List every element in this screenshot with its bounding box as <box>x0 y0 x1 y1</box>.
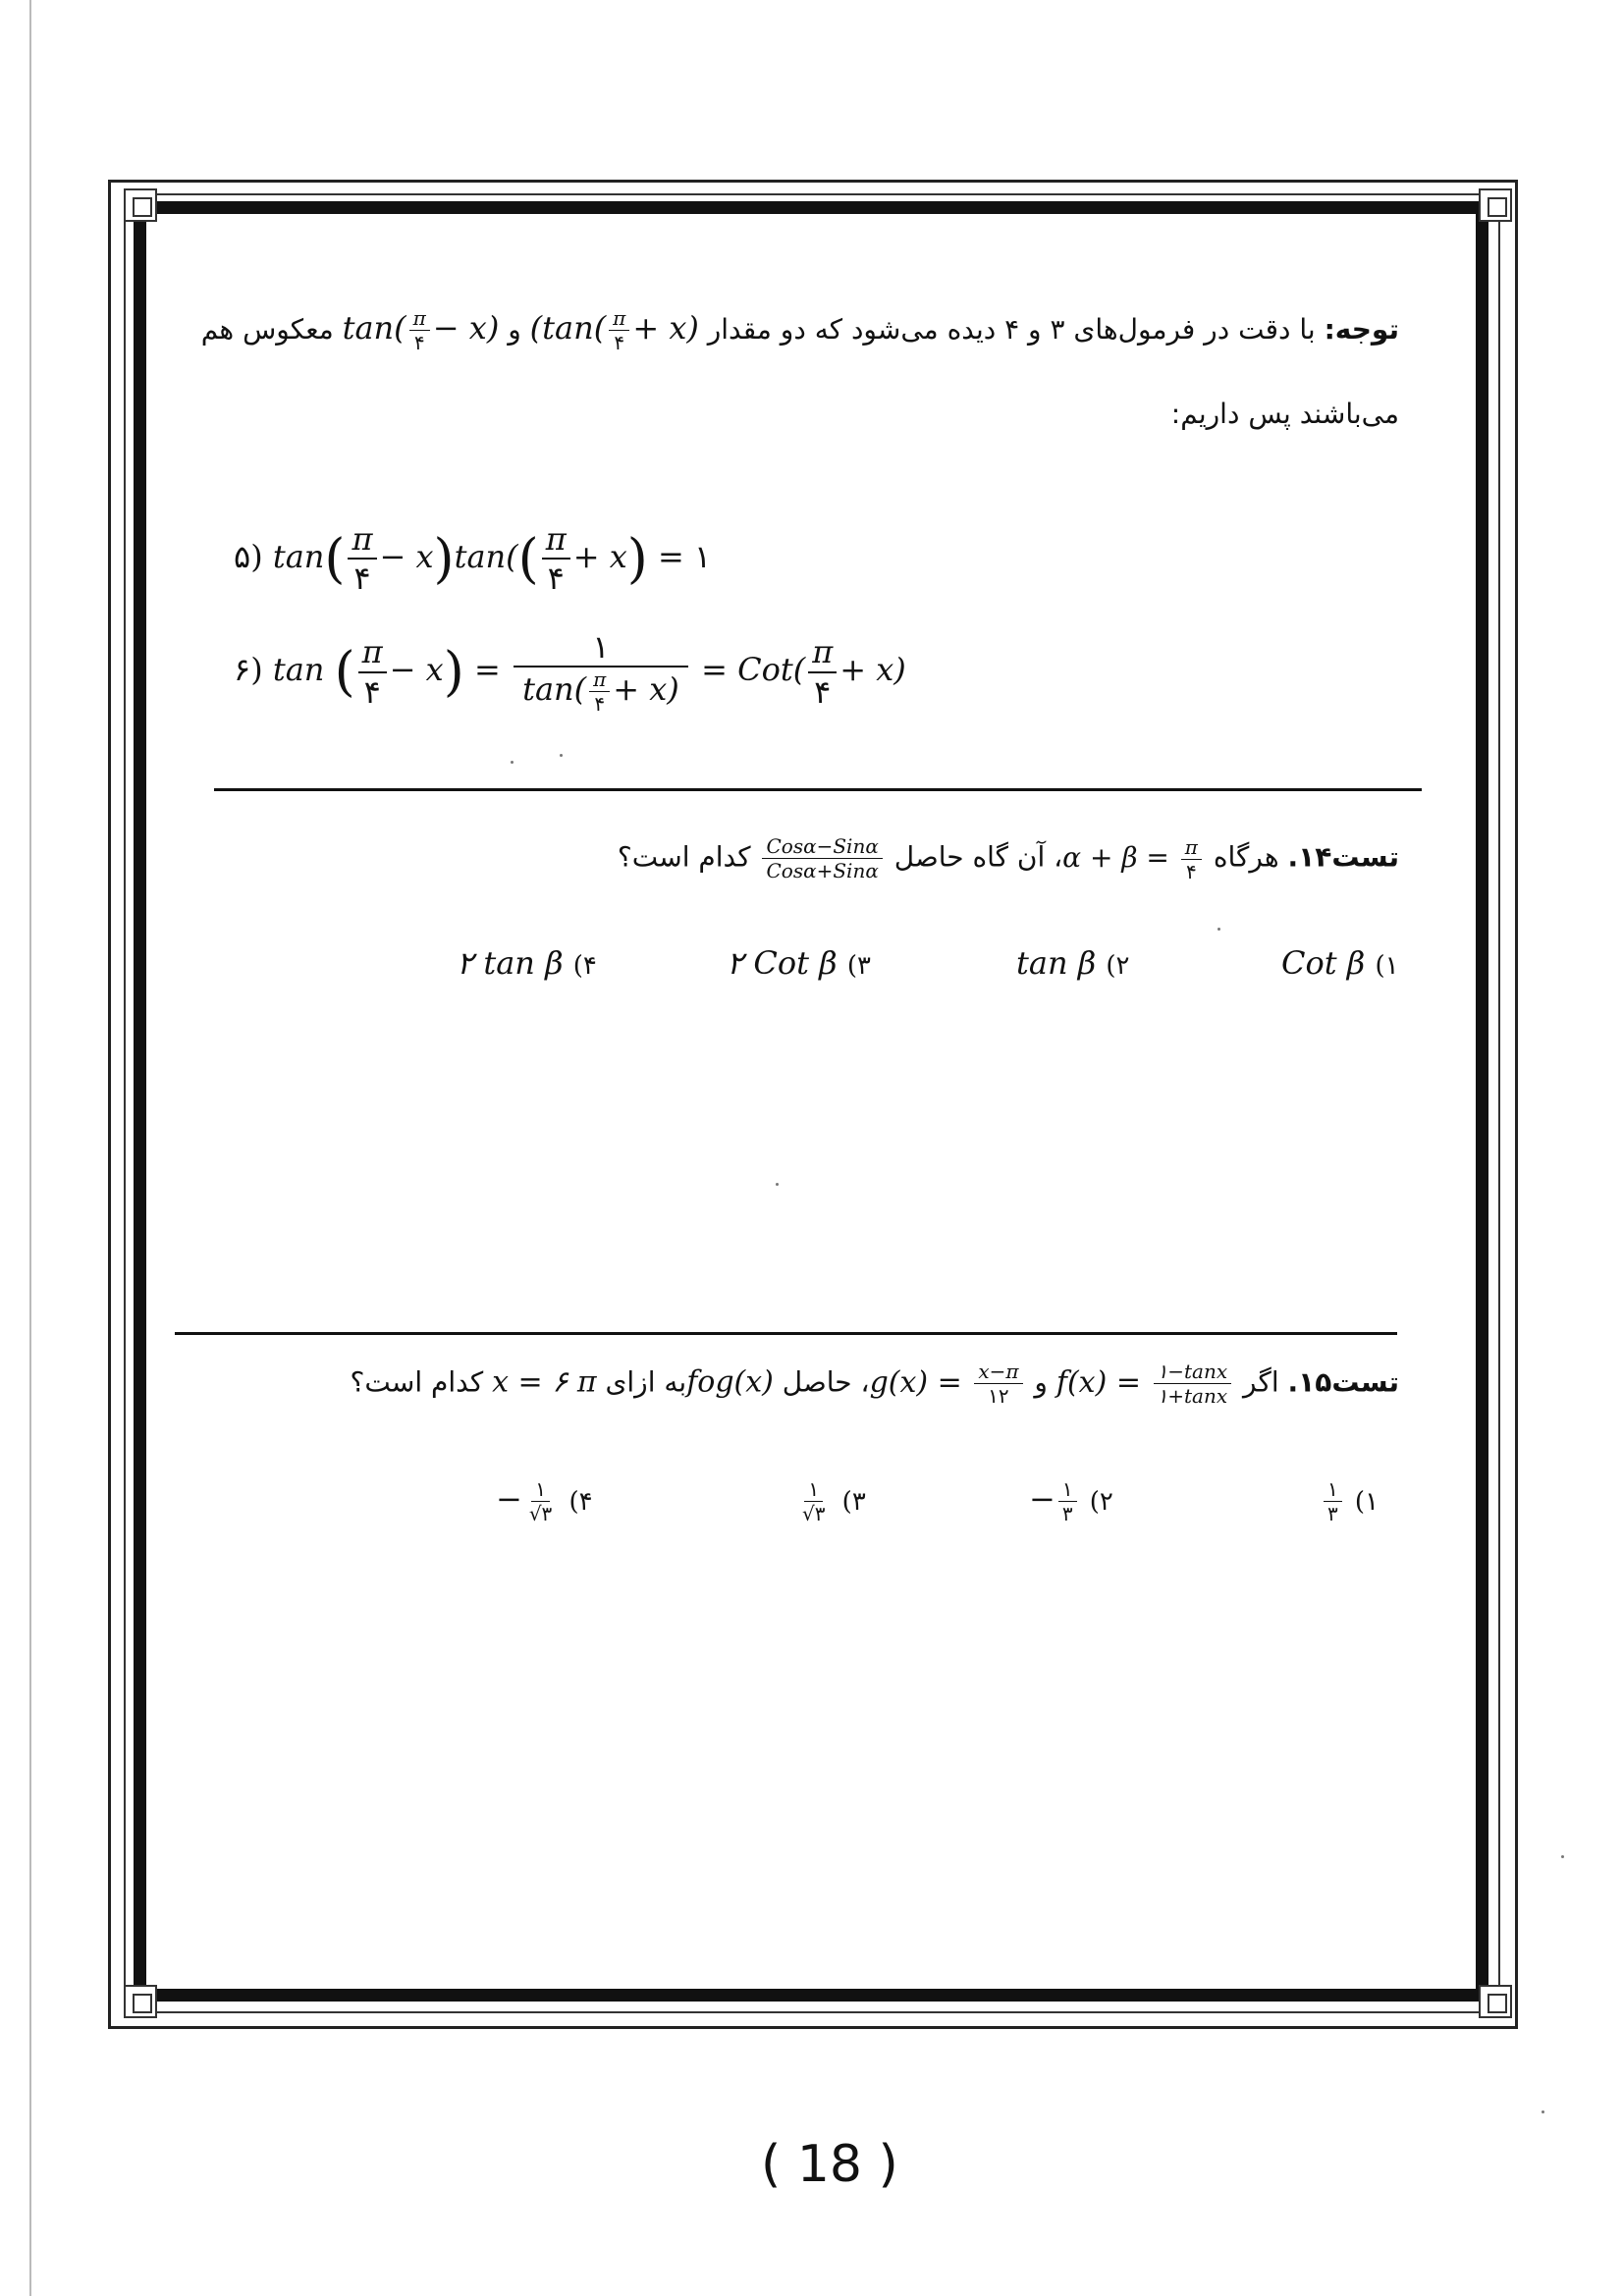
test14-condition: α + β = $\frac{\pi}{۴}$ <box>1062 841 1205 874</box>
test14-question: تست۱۴. هرگاه α + β = $\frac{\pi}{۴}$ ، آن گاه حاصل $\frac{\text{Cosα−Sinα}}{\text{Cosα+Sinα}}$ کدام است؟ <box>617 834 1399 883</box>
test14-fraction: $\frac{\text{Cosα−Sinα}}{\text{Cosα+Sinα}}$ <box>762 834 882 882</box>
test15-f-definition: f(x) = $\frac{۱-\tan x}{۱+\tan x}$ <box>1056 1365 1234 1400</box>
frame-corner-ornament <box>1479 1985 1512 2018</box>
page-number: ( 18 ) <box>761 2135 898 2194</box>
scan-speck <box>1561 1855 1564 1858</box>
test14-option-3[interactable]: ۳) ۲ Cot β <box>727 944 871 982</box>
note-expr-tan-plus: (tan( $\frac{\pi}{۴}$ + x) <box>529 306 699 354</box>
test15-option-4[interactable]: ۴) − $\frac{۱}{√۳}$ <box>496 1477 593 1525</box>
formula-5: ۵) tan( $\frac{\pi}{۴}$ − x)tan(( $\frac{\pi}{۴}$ + x) = ۱ <box>234 520 712 598</box>
test15-option-3[interactable]: ۳) $\frac{۱}{√۳}$ <box>802 1477 866 1525</box>
test15-option-1[interactable]: ۱) $\frac{۱}{۳}$ <box>1321 1477 1379 1525</box>
note-expr-tan-minus: tan( $\frac{\pi}{۴}$ − x) <box>342 306 500 354</box>
frame-corner-ornament <box>124 1985 157 2018</box>
scan-speck <box>776 1183 779 1186</box>
test15-question: تست۱۵. اگر f(x) = $\frac{۱-\tan x}{۱+\tan x}$ و g(x) = $\frac{x-\pi}{۱۲}$ ، حاصل fog(x)به ازای x = ۶ π کدام است؟ <box>350 1360 1399 1408</box>
note-line-2: می‌باشند پس داریم: <box>1170 398 1399 430</box>
note-line-1 <box>201 306 1399 354</box>
scan-speck <box>1217 928 1220 931</box>
note-label: توجه: <box>1324 313 1399 346</box>
test15-label: تست۱۵. <box>1287 1365 1399 1399</box>
test15-g-definition: g(x) = $\frac{x-\pi}{۱۲}$ <box>870 1365 1026 1400</box>
frame-corner-ornament <box>124 188 157 222</box>
frame-corner-ornament <box>1479 188 1512 222</box>
formula-6: ۶) tan ( $\frac{\pi}{۴}$ − x) = ۱ tan( $\frac{\pi}{۴}$ + x) = Cot( $\frac{\pi}{۴}$ + x) <box>234 628 906 717</box>
test14-option-1[interactable]: ۱) Cot β <box>1281 944 1399 982</box>
note-and: و <box>508 313 521 346</box>
scan-speck <box>1542 2110 1544 2113</box>
note-inverse: معکوس هم <box>200 313 334 346</box>
section-divider <box>214 788 1422 791</box>
test15-fog: fog(x) <box>686 1364 774 1400</box>
section-divider <box>175 1332 1397 1335</box>
test15-option-2[interactable]: ۲) − $\frac{۱}{۳}$ <box>1029 1477 1113 1525</box>
test14-label: تست۱۴. <box>1287 840 1399 874</box>
note-text: با دقت در فرمول‌های ۳ و ۴ دیده می‌شود که دو مقدار <box>707 313 1325 346</box>
test15-x-value: x = ۶ π <box>492 1364 597 1400</box>
scan-speck <box>560 754 563 757</box>
test14-option-4[interactable]: ۴) ۲ tan β <box>457 944 597 982</box>
scan-edge <box>29 0 31 2296</box>
page-frame-inner <box>134 201 1488 2002</box>
scan-speck <box>511 761 514 764</box>
test14-option-2[interactable]: ۲) tan β <box>1016 944 1130 982</box>
